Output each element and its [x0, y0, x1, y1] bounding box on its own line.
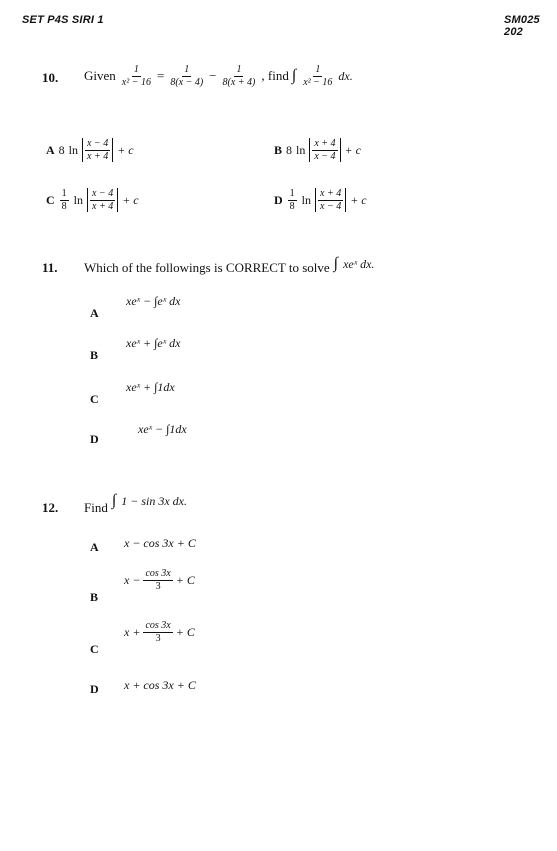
q12-option-b-expr[interactable]: x − $\frac{\cos 3x}{3}$ + C — [124, 568, 195, 592]
q12-text: Find — [84, 500, 108, 515]
header-right: SM025 202 — [504, 14, 540, 38]
q10-find: , find — [261, 68, 289, 83]
integral-sign-icon: ∫ — [291, 67, 297, 84]
q11-option-d-expr[interactable]: xeˣ − ∫1dx — [138, 422, 187, 436]
q12-option-a-expr[interactable]: x − cos 3x + C — [124, 536, 196, 550]
q12-integrand: 1 − sin 3x dx. — [121, 493, 187, 508]
q10-given: Given — [84, 68, 116, 83]
q10-option-c[interactable]: C $\frac{1}{8}$ ln $\frac{x - 4}{x + 4}$ + c — [46, 188, 139, 212]
q11-option-a-letter[interactable]: A — [90, 306, 99, 320]
integral-sign-icon: ∫ — [333, 255, 339, 272]
q11-text: Which of the followings is CORRECT to solve — [84, 260, 330, 275]
q12-number: 12. — [42, 500, 59, 515]
q12-option-d-letter[interactable]: D — [90, 682, 99, 696]
q10-option-b[interactable]: B 8 ln $\frac{x + 4}{x - 4}$ + c — [274, 138, 361, 162]
q12-option-a-letter[interactable]: A — [90, 540, 99, 554]
q11-option-a-expr[interactable]: xeˣ − ∫eˣ dx — [126, 294, 181, 308]
q11-option-b-expr[interactable]: xeˣ + ∫eˣ dx — [126, 336, 181, 350]
q11-option-b-letter[interactable]: B — [90, 348, 99, 362]
q10-frac-a: $\frac{1}{8(x - 4)}$ — [170, 64, 204, 88]
q11-statement — [84, 252, 374, 276]
q11-option-d-letter[interactable]: D — [90, 432, 99, 446]
q11-option-c-letter[interactable]: C — [90, 392, 99, 406]
q11-number: 11. — [42, 260, 58, 275]
q10-frac-main: $\frac{1}{\text{x² − 16}}$ — [121, 64, 151, 88]
q10-option-a[interactable]: A 8 ln $\frac{x - 4}{x + 4}$ + c — [46, 138, 134, 162]
q10-frac-b: $\frac{1}{8(x + 4)}$ — [222, 64, 256, 88]
q12-option-c-letter[interactable]: C — [90, 642, 99, 656]
q10-number: 10. — [42, 70, 59, 85]
q10-integrand: $\frac{1}{\text{x² − 16}}$ — [303, 64, 333, 88]
q10-dx: dx. — [338, 68, 353, 83]
q12-option-d-expr[interactable]: x + cos 3x + C — [124, 678, 196, 692]
q12-option-c-expr[interactable]: x + $\frac{\cos 3x}{3}$ + C — [124, 620, 195, 644]
header-left: SET P4S SIRI 1 — [22, 14, 104, 26]
integral-sign-icon: ∫ — [111, 492, 117, 509]
q11-option-c-expr[interactable]: xeˣ + ∫1dx — [126, 380, 175, 394]
q10-option-d[interactable]: D $\frac{1}{8}$ ln $\frac{x + 4}{x - 4}$ + c — [274, 188, 367, 212]
q11-integrand: xeˣ dx. — [343, 256, 375, 271]
q10-statement: Given $\frac{1}{\text{x² − 16}}$ = $\frac{1}{8(x - 4)}$ − $\frac{1}{8(x + 4)}$ , find ∫ $\frac{1}{\text{x² − 16}}$ dx. — [84, 64, 353, 88]
q12-statement — [84, 486, 187, 516]
q12-option-b-letter[interactable]: B — [90, 590, 99, 604]
